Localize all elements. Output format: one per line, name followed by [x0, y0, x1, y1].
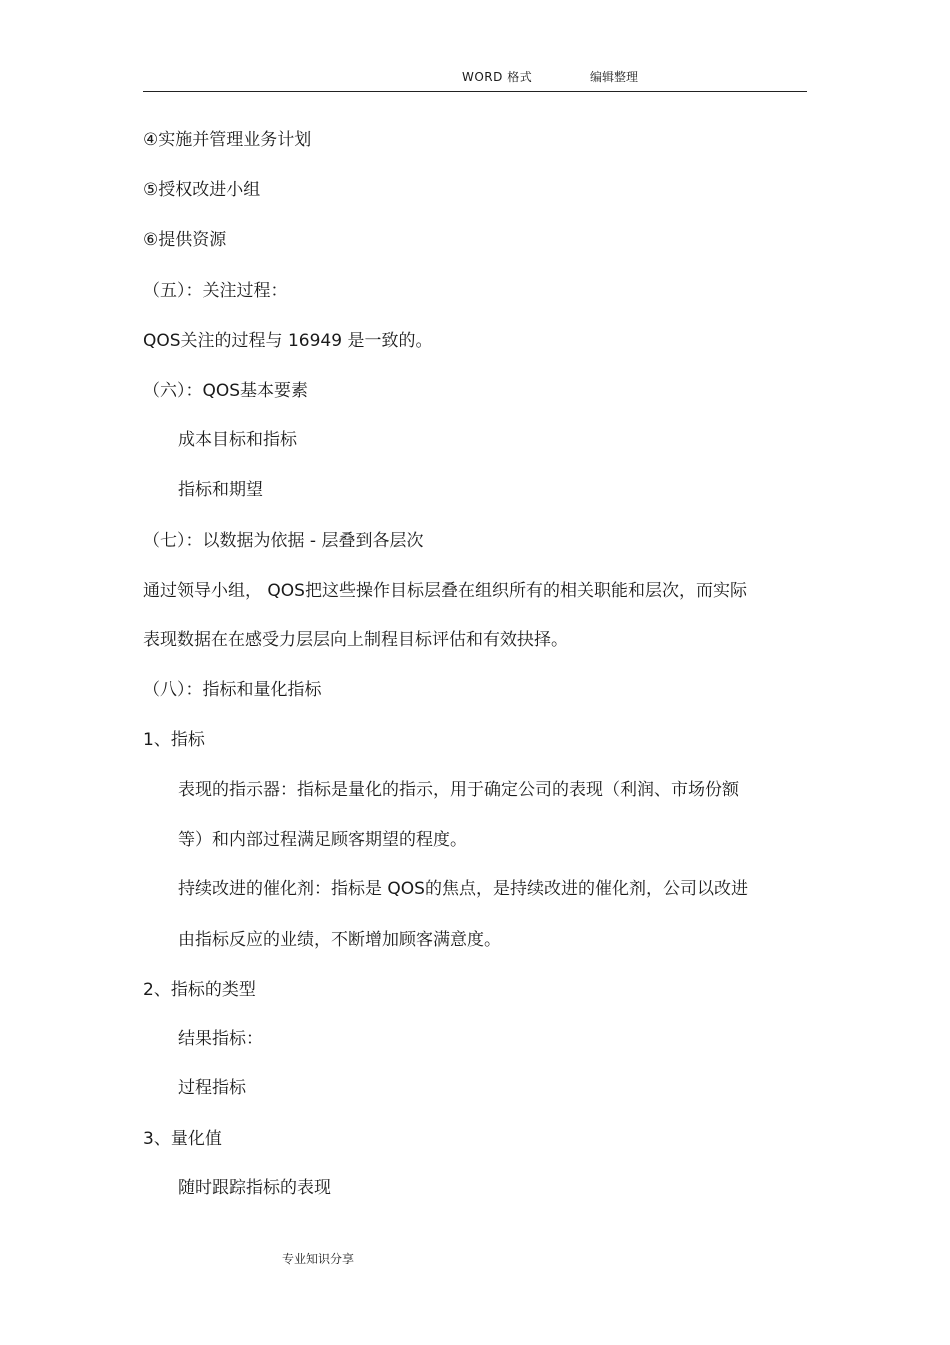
subheading: 1、指标 [143, 730, 205, 750]
page-header [0, 68, 950, 88]
subheading: 2、指标的类型 [143, 980, 256, 1000]
paragraph: QOS关注的过程与 16949 是一致的。 [143, 331, 433, 351]
header-format-label: WORD 格式 [462, 70, 533, 84]
section-heading: （七）：以数据为依据 - 层叠到各层次 [143, 531, 424, 551]
section-heading: （五）：关注过程： [143, 281, 288, 301]
subheading: 3、量化值 [143, 1129, 222, 1149]
page-footer: 专业知识分享 [282, 1252, 355, 1266]
section-heading: （八）：指标和量化指标 [143, 680, 322, 700]
list-item: 随时跟踪指标的表现 [178, 1178, 331, 1198]
section-heading: （六）：QOS基本要素 [143, 381, 309, 401]
paragraph: 通过领导小组， QOS把这些操作目标层叠在组织所有的相关职能和层次，而实际 [143, 581, 747, 601]
header-edit-label: 编辑整理 [590, 70, 639, 84]
paragraph: 由指标反应的业绩，不断增加顾客满意度。 [178, 930, 501, 950]
list-item: ⑤授权改进小组 [143, 180, 261, 200]
list-item: 成本目标和指标 [178, 430, 297, 450]
paragraph: 表现的指示器：指标是量化的指示，用于确定公司的表现（利润、市场份额 [178, 780, 739, 800]
list-item: ⑥提供资源 [143, 230, 227, 250]
header-divider [143, 91, 807, 92]
paragraph: 表现数据在在感受力层层向上制程目标评估和有效抉择。 [143, 630, 568, 650]
list-item: 过程指标 [178, 1078, 246, 1098]
list-item: 结果指标： [178, 1029, 263, 1049]
list-item: ④实施并管理业务计划 [143, 130, 312, 150]
paragraph: 持续改进的催化剂：指标是 QOS的焦点，是持续改进的催化剂，公司以改进 [178, 879, 748, 899]
paragraph: 等）和内部过程满足顾客期望的程度。 [178, 830, 467, 850]
list-item: 指标和期望 [178, 480, 263, 500]
